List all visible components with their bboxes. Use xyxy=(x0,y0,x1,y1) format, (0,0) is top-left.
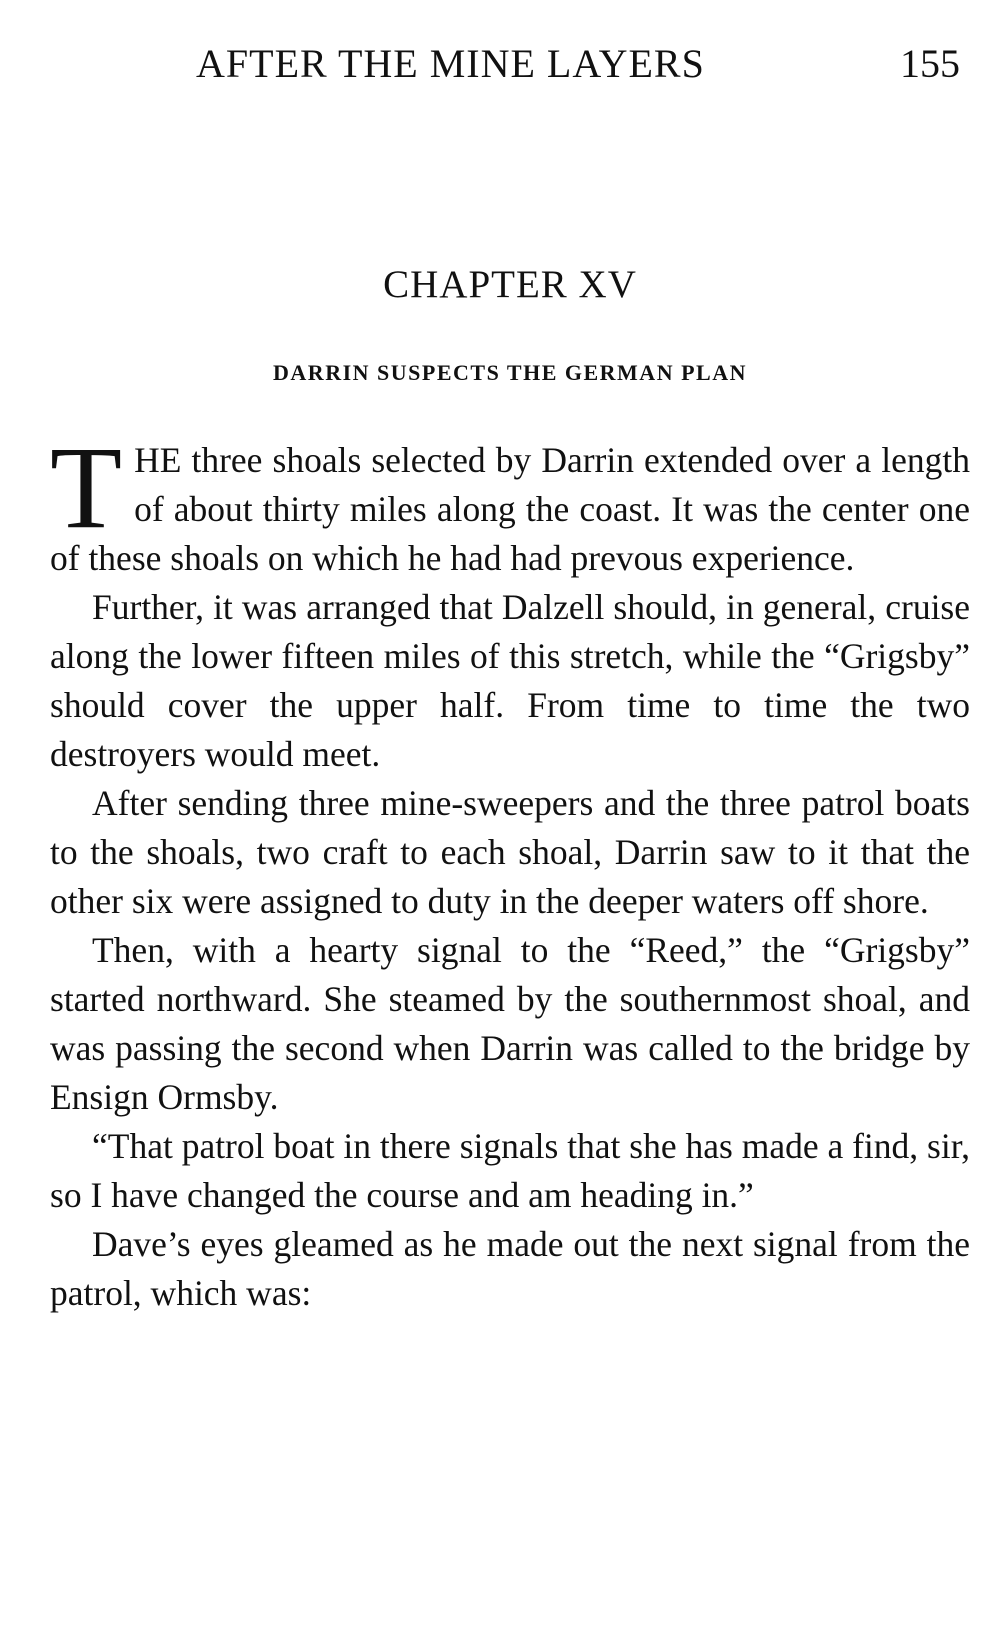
paragraph xyxy=(50,422,970,583)
body-text xyxy=(50,422,970,1318)
paragraph: After sending three mine-sweepers and the three patrol boats to the shoals, two craft to each shoal, Darrin saw to it that the other six were assigned to duty in the deeper waters off shore. xyxy=(50,783,970,921)
page-number: 155 xyxy=(900,41,960,86)
running-head: AFTER THE MINE LAYERS xyxy=(196,41,705,86)
chapter-subtitle: DARRIN SUSPECTS THE GERMAN PLAN xyxy=(273,360,747,385)
chapter-title: CHAPTER XV xyxy=(383,263,637,306)
drop-cap: T xyxy=(50,422,123,553)
paragraph: Further, it was arranged that Dalzell should, in general, cruise along the lower fifteen miles of this stretch, while the “Grigsby” should cover the upper half. From time to time the two destroyers would meet. xyxy=(50,587,970,774)
paragraph: Dave’s eyes gleamed as he made out the next signal from the patrol, which was: xyxy=(50,1224,970,1313)
paragraph-text: HE three shoals selected by Darrin extended over a length of about thirty miles along the coast. It was the center one of these shoals on which he had had prevous experience. xyxy=(50,440,970,578)
paragraph: Then, with a hearty signal to the “Reed,” the “Grigsby” started northward. She steamed by the southernmost shoal, and was passing the second when Darrin was called to the bridge by Ensign Ormsby. xyxy=(50,930,970,1117)
paragraph: “That patrol boat in there signals that she has made a find, sir, so I have changed the course and am heading in.” xyxy=(50,1126,970,1215)
